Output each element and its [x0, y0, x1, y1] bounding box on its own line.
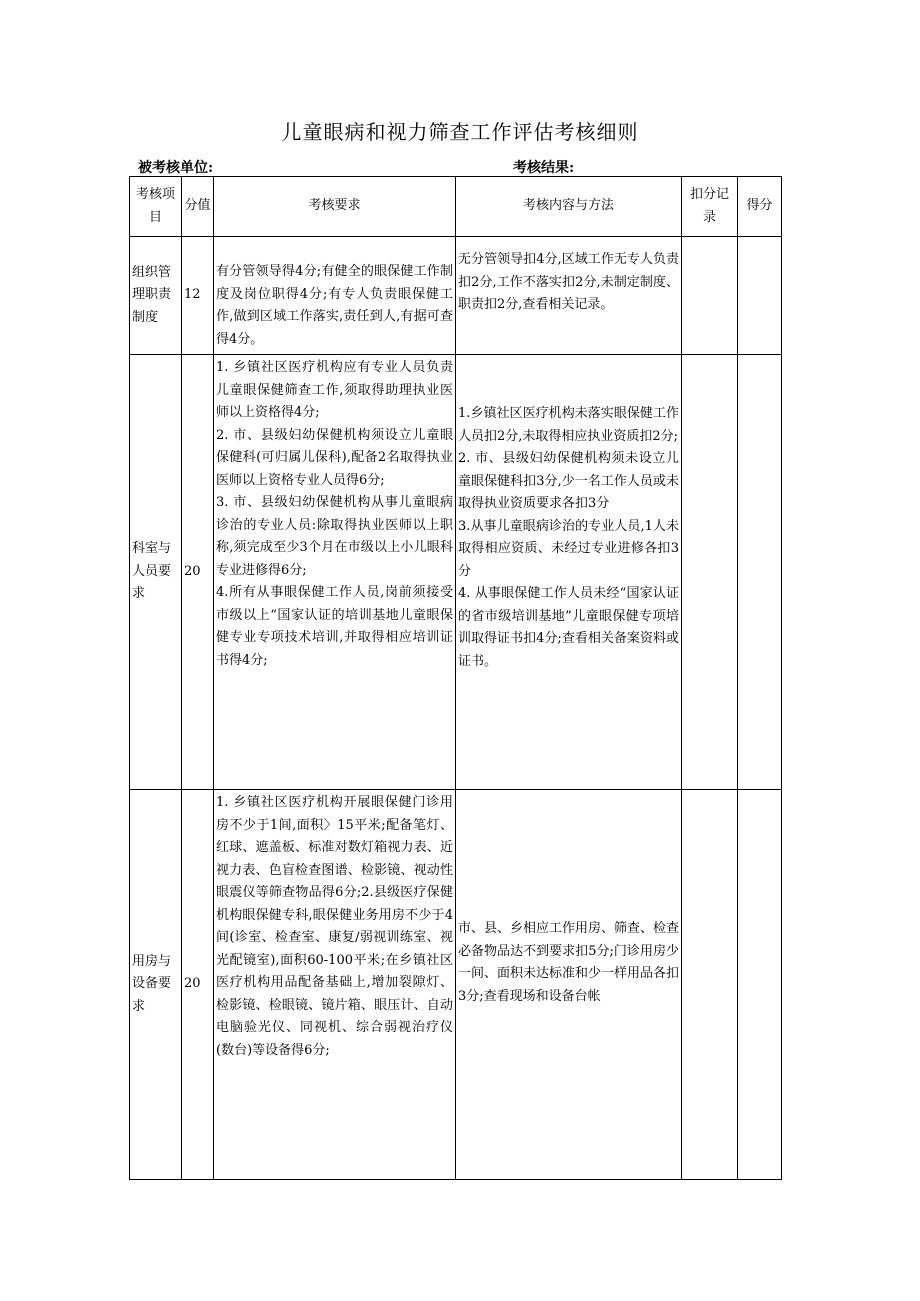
row-score: 20	[182, 355, 214, 790]
header-item: 考核项目	[130, 177, 182, 237]
row-obtained-cell	[738, 237, 782, 355]
row-deduction-cell	[682, 355, 738, 790]
method-line: 2. 市、县级妇幼保健机构须未设立儿童眼保健科扣3分,少一名工作人员或未取得执业资质要求各扣3分	[458, 451, 679, 511]
row-method	[456, 790, 682, 1180]
row-item: 科室与人员要求	[130, 355, 182, 790]
method-line: 市、县、乡相应工作用房、筛查、检查必备物品达不到要求扣5分;门诊用房少一间、面积未达标准和少一样用品各扣3分;查看现场和设备台帐	[458, 921, 680, 1004]
assessment-table	[129, 176, 782, 1180]
table-row	[130, 355, 782, 790]
assessed-unit-label: 被考核单位:	[138, 160, 214, 176]
header-method: 考核内容与方法	[456, 177, 682, 237]
method-line: 3.从事儿童眼病诊治的专业人员,1人未取得相应资质、未经过专业进修各扣3分	[458, 518, 679, 579]
row-method	[456, 237, 682, 355]
row-score: 20	[182, 790, 214, 1180]
requirement-line: 4.所有从事眼保健工作人员,岗前须接受市级以上“国家认证的培训基地儿童眼保健专业专项技术培训,并取得相应培训证书得4分;	[216, 585, 453, 668]
table-row	[130, 237, 782, 355]
row-deduction-cell	[682, 790, 738, 1180]
method-line: 1.乡镇社区医疗机构未落实眼保健工作人员扣2分,未取得相应执业资质扣2分;	[458, 406, 679, 444]
page-title: 儿童眼病和视力筛查工作评估考核细则	[281, 120, 639, 144]
requirement-line: 有分管领导得4分;有健全的眼保健工作制度及岗位职得4分;有专人负责眼保健工作,做到区域工作落实,责任到人,有据可查得4分。	[216, 264, 453, 347]
requirement-line: 1. 乡镇社区医疗机构应有专业人员负责儿童眼保健筛查工作,须取得助理执业医师以上资格得4分;	[216, 360, 453, 420]
header-deduction: 扣分记录	[682, 177, 738, 237]
table-header-row	[130, 177, 782, 237]
row-item: 用房与设备要求	[130, 790, 182, 1180]
row-item: 组织管理职责制度	[130, 237, 182, 355]
requirement-line: 3. 市、县级妇幼保健机构从事儿童眼病诊治的专业人员:除取得执业医师以上职称,须完成至少3个月在市级以上小儿眼科专业进修得6分;	[216, 495, 453, 578]
row-requirement	[214, 237, 456, 355]
header-requirement: 考核要求	[214, 177, 456, 237]
requirement-line: 1. 乡镇社区医疗机构开展眼保健门诊用房不少于1间,面积〉15平米;配备笔灯、红球、遮盖板、标准对数灯箱视力表、近视力表、色盲检查图谱、检影镜、视动性眼震仪等筛查物品得6分;2.县级医疗保健机构眼保健专科,眼保健业务用房不少于4间(诊室、检查室、康复/弱视训练室、视光配镜室),面积60-100平米;在乡镇社区医疗机构用品配备基础上,增加裂隙灯、检影镜、检眼镜、镜片箱、眼压计、自动电脑验光仪、同视机、综合弱视治疗仪(数台)等设备得6分;	[216, 795, 453, 1058]
assessment-result-label: 考核结果:	[513, 160, 575, 176]
row-obtained-cell	[738, 790, 782, 1180]
table-row	[130, 790, 782, 1180]
row-score: 12	[182, 237, 214, 355]
row-deduction-cell	[682, 237, 738, 355]
header-obtained: 得分	[738, 177, 782, 237]
requirement-line: 2. 市、县级妇幼保健机构须设立儿童眼保健科(可归属儿保科),配备2名取得执业医师以上资格专业人员得6分;	[216, 427, 453, 488]
row-requirement	[214, 355, 456, 790]
row-method	[456, 355, 682, 790]
method-line: 4. 从事眼保健工作人员未经“国家认证的省市级培训基地”儿童眼保健专项培训取得证书扣4分;查看相关备案资料或证书。	[458, 586, 679, 669]
row-obtained-cell	[738, 355, 782, 790]
row-requirement	[214, 790, 456, 1180]
method-line: 无分管领导扣4分,区域工作无专人负责扣2分,工作不落实扣2分,未制定制度、职责扣2分,查看相关记录。	[458, 252, 679, 312]
header-score: 分值	[182, 177, 214, 237]
